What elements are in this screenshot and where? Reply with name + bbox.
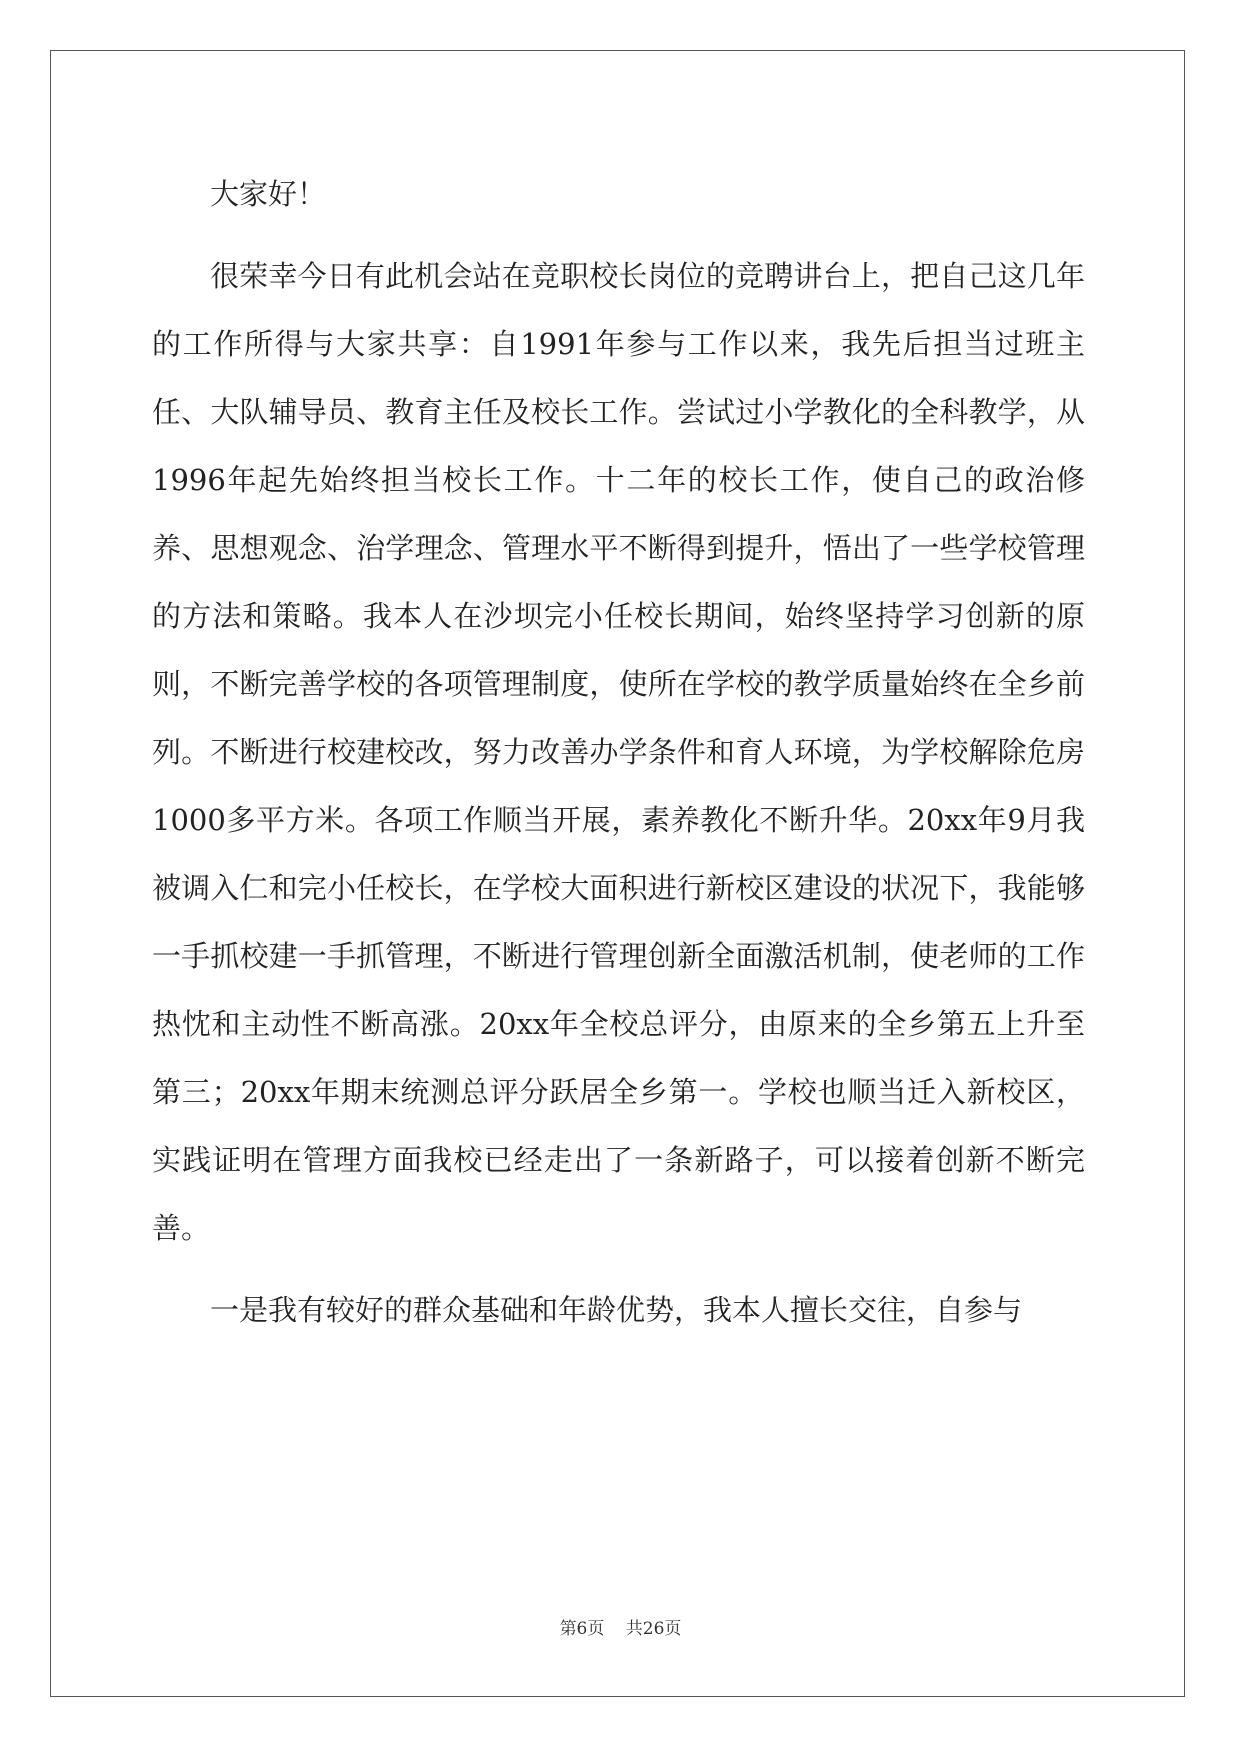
- paragraph-1: 很荣幸今日有此机会站在竞职校长岗位的竞聘讲台上，把自己这几年的工作所得与大家共享：自1991年参与工作以来，我先后担当过班主任、大队辅导员、教育主任及校长工作。尝试过小学教化的全科教学，从1996年起先始终担当校长工作。十二年的校长工作，使自己的政治修养、思想观念、治学理念、管理水平不断得到提升，悟出了一些学校管理的方法和策略。我本人在沙坝完小任校长期间，始终坚持学习创新的原则，不断完善学校的各项管理制度，使所在学校的教学质量始终在全乡前列。不断进行校建校改，努力改善办学条件和育人环境，为学校解除危房1000多平方米。各项工作顺当开展，素养教化不断升华。20xx年9月我被调入仁和完小任校长，在学校大面积进行新校区建设的状况下，我能够一手抓校建一手抓管理，不断进行管理创新全面激活机制，使老师的工作热忱和主动性不断高涨。20xx年全校总评分，由原来的全乡第五上升至第三；20xx年期末统测总评分跃居全乡第一。学校也顺当迁入新校区，实践证明在管理方面我校已经走出了一条新路子，可以接着创新不断完善。: [152, 259, 1085, 1245]
- page-footer: [0, 1614, 1241, 1639]
- paragraph-2: 一是我有较好的群众基础和年龄优势，我本人擅长交往，自参与: [210, 1293, 1023, 1327]
- greeting: 大家好！: [210, 177, 327, 211]
- page-number: 第6页: [559, 1619, 605, 1639]
- page-total: 共26页: [625, 1619, 682, 1639]
- document-body: [152, 160, 1085, 1358]
